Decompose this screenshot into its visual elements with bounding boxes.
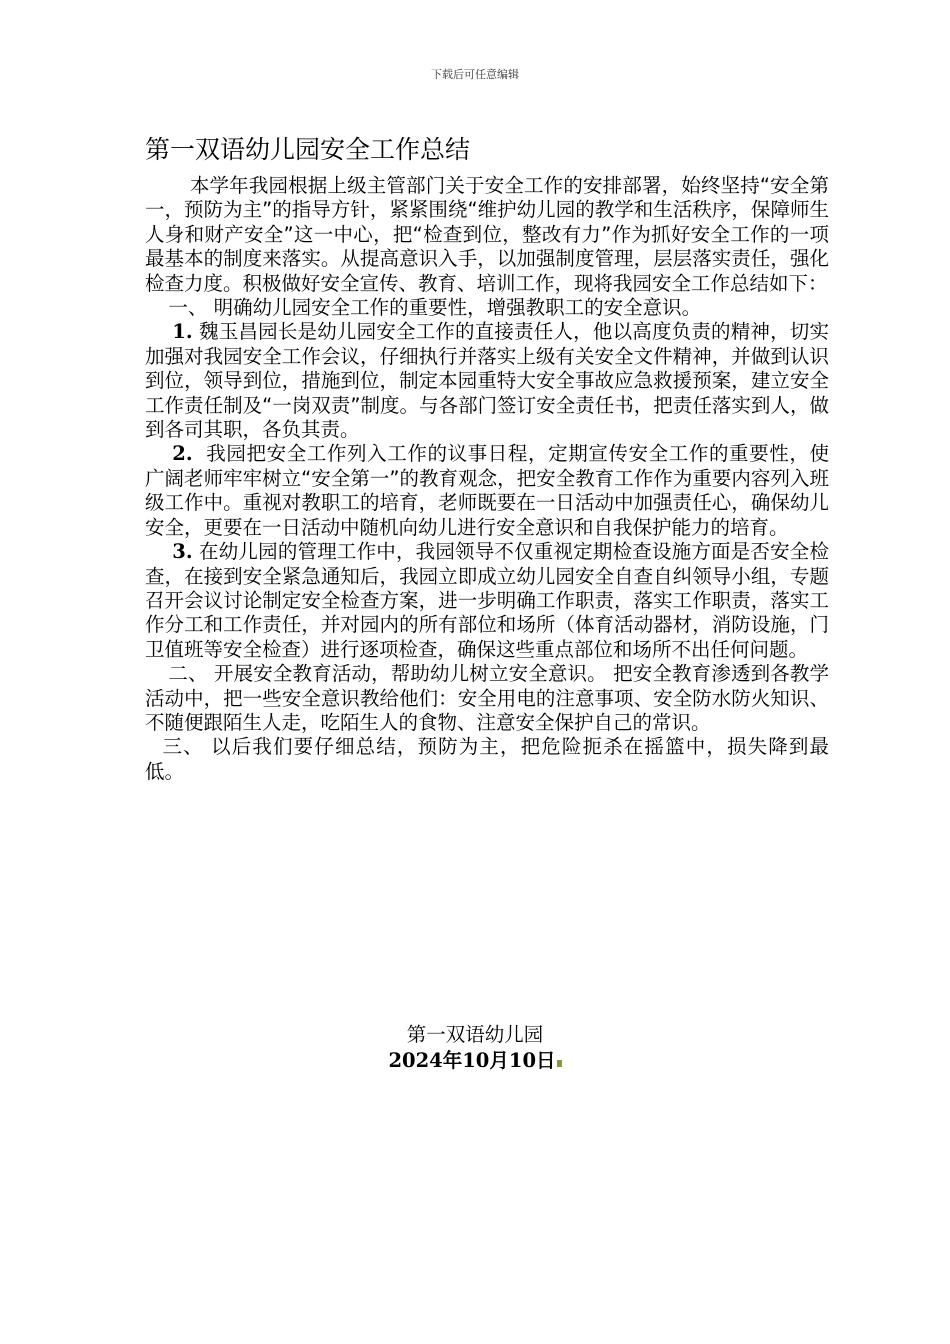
signature-organization: 第一双语幼儿园 bbox=[406, 1023, 544, 1046]
item-2-number: 2. bbox=[172, 442, 193, 466]
item-3-number: 3. bbox=[172, 540, 193, 564]
signature-date: 2024年10月10日 bbox=[388, 1049, 556, 1072]
document-title: 第一双语幼儿园安全工作总结 bbox=[145, 135, 471, 164]
item-3-text: 在幼儿园的管理工作中，我园领导不仅重视定期检查设施方面是否安全检查，在接到安全紧急通知后，我园立即成立幼儿园安全自查自纠领导小组，专题召开会议讨论制定安全检查方案，进一步明确工作职责，落实工作职责，落实工作分工和工作责任，并对园内的所有部位和场所（体育活动器材，消防设施，门卫值班等安全检查）进行逐项检查，确保这些重点部位和场所不出任何问题。 bbox=[145, 540, 829, 661]
item-1-number: 1. bbox=[172, 320, 193, 344]
item-1-paragraph bbox=[145, 320, 829, 442]
document-body bbox=[145, 174, 829, 784]
section-3-paragraph: 三、 以后我们要仔细总结，预防为主，把危险扼杀在摇篮中，损失降到最低。 bbox=[145, 735, 829, 783]
signature-date-line bbox=[0, 1045, 950, 1073]
page-header-note: 下载后可任意编辑 bbox=[431, 68, 519, 81]
section-2-paragraph: 二、 开展安全教育活动，帮助幼儿树立安全意识。 把安全教育渗透到各教学活动中，把一些安全意识教给他们：安全用电的注意事项、安全防水防火知识、不随便跟陌生人走，吃陌生人的食物、注意安全保护自己的常识。 bbox=[145, 662, 829, 734]
item-2-text: 我园把安全工作列入工作的议事日程，定期宣传安全工作的重要性，使广阔老师牢牢树立“安全第一”的教育观念，把安全教育工作作为重要内容列入班级工作中。重视对教职工的培育，老师既要在一日活动中加强责任心，确保幼儿安全，更要在一日活动中随机向幼儿进行安全意识和自我保护能力的培育。 bbox=[145, 442, 829, 539]
text-cursor-mark bbox=[557, 1060, 562, 1067]
item-2-paragraph bbox=[145, 442, 829, 540]
section-1-heading: 一、 明确幼儿园安全工作的重要性，增强教职工的安全意识。 bbox=[168, 296, 702, 320]
item-3-paragraph bbox=[145, 540, 829, 662]
item-1-text: 魏玉昌园长是幼儿园安全工作的直接责任人，他以高度负责的精神，切实加强对我园安全工作会议，仔细执行并落实上级有关安全文件精神，并做到认识到位，领导到位，措施到位，制定本园重特大安全事故应急救援预案，建立安全工作责任制及“一岗双责”制度。与各部门签订安全责任书，把责任落实到人，做到各司其职，各负其责。 bbox=[145, 320, 829, 442]
intro-paragraph: 本学年我园根据上级主管部门关于安全工作的安排部署，始终坚持“安全第一，预防为主”的指导方针，紧紧围绕“维护幼儿园的教学和生活秩序，保障师生人身和财产安全”这一中心，把“检查到位，整改有力”作为抓好安全工作的一项最基本的制度来落实。从提高意识入手，以加强制度管理，层层落实责任，强化检查力度。积极做好安全宣传、教育、培训工作，现将我园安全工作总结如下： bbox=[145, 174, 829, 295]
